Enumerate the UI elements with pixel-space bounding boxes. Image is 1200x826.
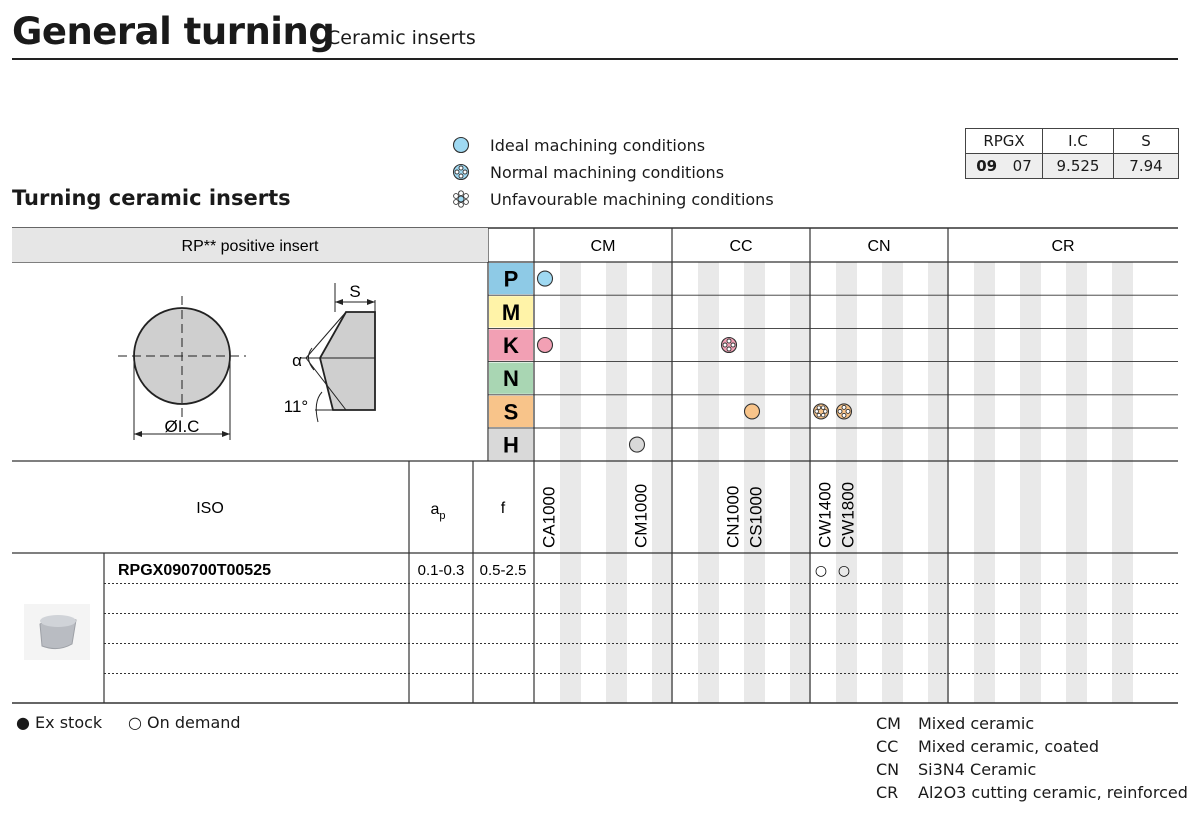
material-letter: M	[501, 299, 521, 325]
page-subtitle: Ceramic inserts	[327, 27, 476, 49]
insert-photo	[24, 604, 90, 660]
material-letter: S	[503, 399, 519, 425]
section-title: Turning ceramic inserts	[12, 186, 291, 210]
normal-mark	[837, 404, 852, 419]
abbreviation-cr	[876, 783, 1188, 805]
material-letter: P	[503, 266, 519, 292]
abbreviation-text: Al2O3 cutting ceramic, reinforced	[918, 783, 1188, 802]
spec-ic: 9.525	[1043, 154, 1114, 179]
material-letter: K	[503, 333, 519, 358]
alpha-label: α	[292, 351, 302, 370]
product-ap: 0.1-0.3	[417, 562, 465, 579]
spec-header: RPGX	[966, 129, 1043, 154]
group-header-cn: CN	[867, 238, 891, 255]
group-header-cc: CC	[729, 238, 753, 255]
grade-label: CS1000	[746, 486, 766, 548]
grade-label: CW1800	[838, 481, 858, 548]
abbreviation-text: Si3N4 Ceramic	[918, 760, 1037, 779]
spec-header: I.C	[1043, 129, 1114, 154]
abbreviation-cn	[876, 760, 1036, 782]
ideal-mark	[630, 437, 645, 452]
grade-label: CN1000	[723, 485, 743, 548]
unfavourable-mark	[814, 404, 829, 419]
abbreviation-code: CC	[876, 737, 899, 756]
product-iso-code: RPGX090700T00525	[118, 562, 271, 579]
grade-label: CM1000	[631, 483, 651, 548]
angle-label: 11°	[283, 397, 309, 416]
grade-label: CW1400	[815, 481, 835, 548]
ap-column-header	[430, 501, 445, 522]
iso-column-header: ISO	[196, 500, 224, 517]
abbreviation-code: CN	[876, 760, 900, 779]
ap-letter: a	[430, 501, 440, 518]
product-f: 0.5-2.5	[479, 562, 527, 579]
spec-s: 7.94	[1114, 154, 1179, 179]
legend-label: Normal machining conditions	[490, 162, 725, 182]
availability-mark: ○	[837, 563, 851, 579]
normal-mark	[722, 338, 737, 353]
legend-label: Ideal machining conditions	[490, 135, 706, 155]
abbreviation-code: CR	[876, 783, 899, 802]
group-header-cr: CR	[1051, 238, 1075, 255]
spec-header: S	[1114, 129, 1179, 154]
group-header-cm: CM	[590, 238, 616, 255]
f-column-header: f	[500, 500, 506, 517]
column-stripes	[488, 228, 1178, 703]
ideal-mark	[538, 338, 553, 353]
abbreviation-cc	[876, 737, 1099, 759]
spec-size-bold: 09	[976, 157, 998, 175]
ideal-mark	[745, 404, 760, 419]
grade-label: CA1000	[539, 486, 559, 548]
abbreviation-code: CM	[876, 714, 901, 733]
availability-mark: ○	[814, 563, 828, 579]
material-letter: N	[503, 366, 519, 392]
page-title: General turning	[12, 10, 335, 53]
s-label: S	[349, 282, 361, 301]
insert-side-view	[284, 282, 375, 422]
abbreviation-text: Mixed ceramic, coated	[918, 737, 1099, 756]
diameter-label: ØI.C	[164, 417, 200, 436]
abbreviation-cm	[876, 714, 1034, 736]
abbreviation-text: Mixed ceramic	[918, 714, 1035, 733]
legend-label: Unfavourable machining conditions	[490, 189, 774, 209]
ex-stock-legend: ● Ex stock	[16, 713, 103, 732]
insert-top-view	[118, 296, 246, 440]
material-letter: H	[503, 432, 519, 458]
ideal-mark	[538, 271, 553, 286]
on-demand-legend: ○ On demand	[128, 713, 241, 732]
spec-size-thin: 07	[1012, 157, 1032, 175]
ap-subscript: p	[439, 510, 446, 522]
insert-type-header: RP** positive insert	[181, 238, 319, 255]
